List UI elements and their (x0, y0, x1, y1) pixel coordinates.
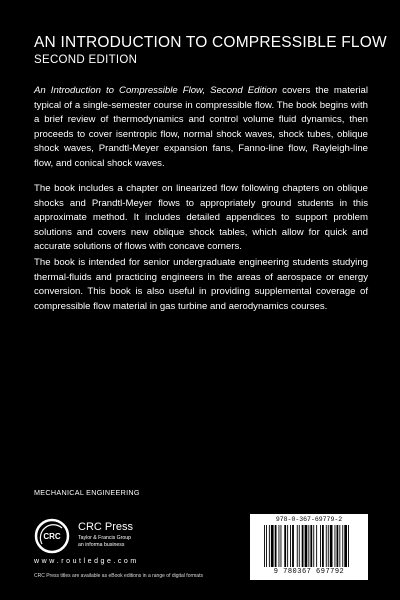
barcode-bar (316, 525, 317, 567)
barcode-bar (326, 525, 327, 567)
barcode-bar (310, 525, 312, 567)
publisher-business: an informa business (78, 542, 125, 548)
description-paragraph-3: The book is intended for senior undergraduate engineering students studying thermal-fluids and practicing engineers in the areas of aerospace or energy conversion. This book is also useful in providing supplemental coverage of compressible flow material in gas turbine and aerodynamics courses. (34, 257, 368, 312)
barcode-bar (271, 525, 274, 567)
publisher-group: Taylor & Francis Group (78, 535, 132, 541)
barcode-bar (284, 525, 286, 567)
isbn-barcode (250, 514, 368, 580)
barcode-bar (344, 525, 347, 567)
barcode-bars (264, 525, 360, 567)
barcode-bar (320, 525, 321, 567)
barcode-bar (330, 525, 333, 567)
ebook-note: CRC Press titles are available as eBook editions in a range of digital formats (34, 573, 203, 579)
barcode-bar (348, 525, 349, 567)
barcode-bar (287, 525, 288, 567)
barcode-bar (299, 525, 300, 567)
barcode-digits: 9 780367 697792 (273, 568, 345, 576)
barcode-bar (292, 525, 294, 567)
barcode-bar (275, 525, 277, 567)
description-paragraph-1 (34, 84, 368, 171)
barcode-bar (266, 525, 267, 567)
barcode-bar (290, 525, 291, 567)
barcode-bar (322, 525, 324, 567)
edition-subtitle: SECOND EDITION (34, 54, 138, 66)
publisher-logo (34, 518, 174, 563)
book-title: AN INTRODUCTION TO COMPRESSIBLE FLOW (34, 34, 387, 51)
barcode-bar (281, 525, 282, 567)
barcode-bar (269, 525, 270, 567)
barcode-bar (342, 525, 343, 567)
barcode-bar (337, 525, 339, 567)
crc-logo-text: CRC (43, 532, 61, 541)
subject-category: MECHANICAL ENGINEERING (34, 488, 140, 497)
book-title-italic: An Introduction to Compressible Flow, Second Edition (34, 85, 278, 96)
isbn-number: 978-0-367-69779-2 (275, 516, 343, 523)
barcode-bar (313, 525, 314, 567)
barcode-bar (279, 525, 280, 567)
publisher-name: CRC Press (78, 521, 134, 533)
barcode-bar (308, 525, 309, 567)
barcode-bar (328, 525, 329, 567)
barcode-bar (339, 525, 340, 567)
barcode-bar (302, 525, 304, 567)
website-url: w w w . r o u t l e d g e . c o m (34, 558, 137, 565)
barcode-bar (335, 525, 336, 567)
description-paragraph-1-text: covers the material typical of a single-semester course in compressible flow. The book begins with a brief review of thermodynamics and control volume fluid dynamics, then proceeds to cover isentropic flow, normal shock waves, shock tubes, oblique shock waves, Prandtl-Meyer expansion fans, Fanno-line flow, Rayleigh-line flow, and conical shock waves. (34, 85, 368, 169)
barcode-bar (297, 525, 298, 567)
barcode-bar (264, 525, 265, 567)
barcode-bar (305, 525, 308, 567)
description-paragraph-2: The book includes a chapter on linearized flow following chapters on oblique shocks and Prandtl-Meyer flows to appropriately ground students in this approximate method. It includes detailed appendices to support problem solutions and covers new oblique shock tables, which allow for quick and accurate solutions of flows with concave corners. (34, 183, 368, 252)
